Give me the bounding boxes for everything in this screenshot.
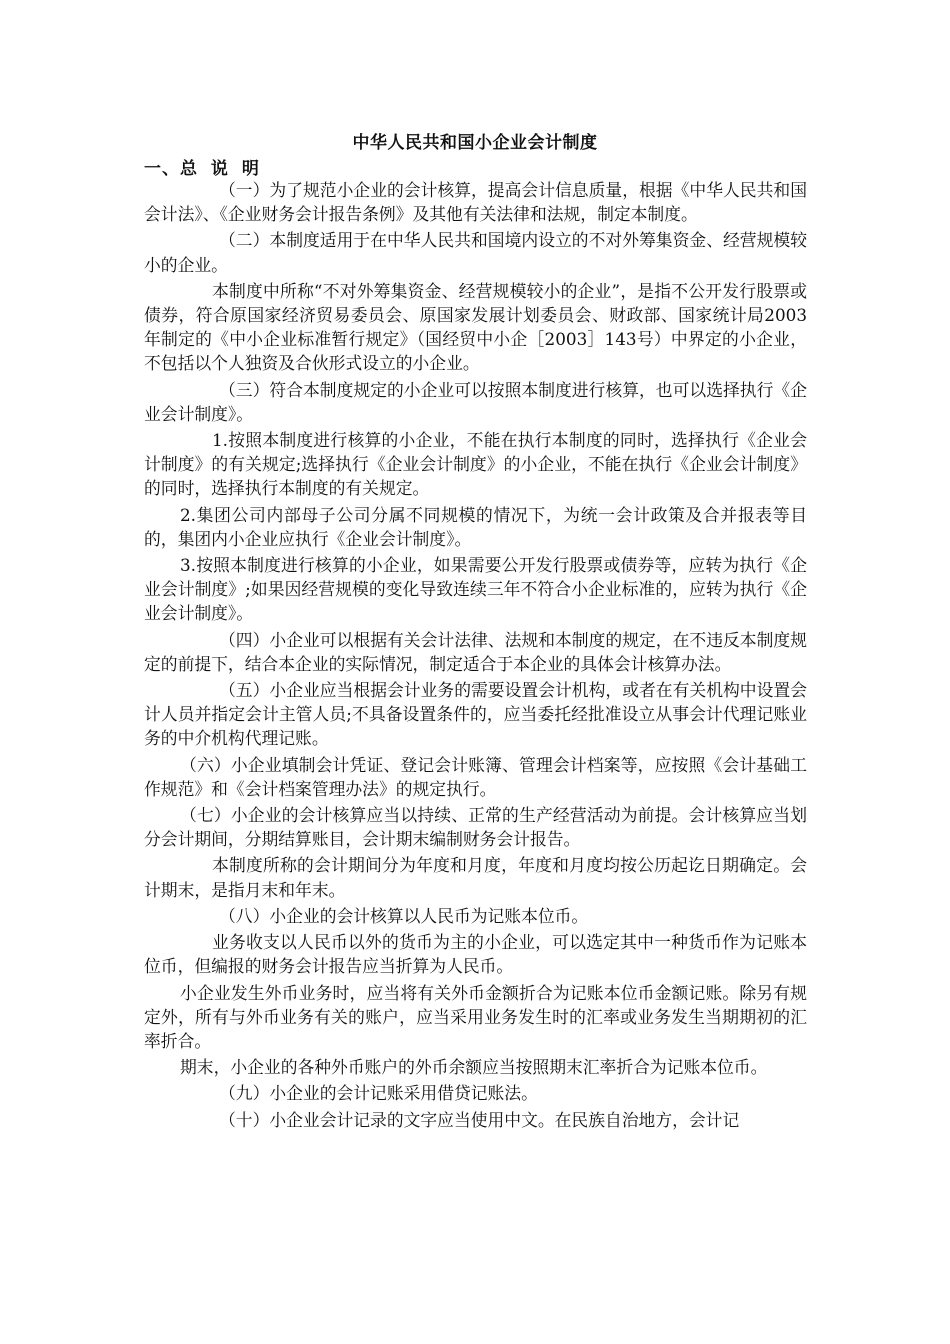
paragraph: 小企业发生外币业务时，应当将有关外币金额折合为记账本位币金额记账。除另有规定外，所有与外币业务有关的账户，应当采用业务发生时的汇率或业务发生当期期初的汇率折合。 <box>144 982 807 1051</box>
paragraph: （二）本制度适用于在中华人民共和国境内设立的不对外筹集资金、经营规模较小的企业。 <box>144 230 807 275</box>
paragraph: （十）小企业会计记录的文字应当使用中文。在民族自治地方，会计记 <box>219 1109 740 1130</box>
paragraph: （四）小企业可以根据有关会计法律、法规和本制度的规定，在不违反本制度规定的前提下，结合本企业的实际情况，制定适合于本企业的具体会计核算办法。 <box>144 629 807 674</box>
paragraph: （五）小企业应当根据会计业务的需要设置会计机构，或者在有关机构中设置会计人员并指定会计主管人员;不具备设置条件的，应当委托经批准设立从事会计代理记账业务的中介机构代理记账。 <box>144 680 807 749</box>
paragraph: （七）小企业的会计核算应当以持续、正常的生产经营活动为前提。会计核算应当划分会计期间，分期结算账目，会计期末编制财务会计报告。 <box>144 805 807 850</box>
paragraph: 期末，小企业的各种外币账户的外币余额应当按照期末汇率折合为记账本位币。 <box>180 1057 768 1078</box>
paragraph: 本制度所称的会计期间分为年度和月度，年度和月度均按公历起讫日期确定。会计期末，是指月末和年末。 <box>144 855 807 900</box>
paragraph: 本制度中所称“不对外筹集资金、经营规模较小的企业”，是指不公开发行股票或债券，符合原国家经济贸易委员会、原国家发展计划委员会、财政部、国家统计局2003年制定的《中小企业标准暂行规定》（国经贸中小企［2003］143号）中界定的小企业，不包括以个人独资及合伙形式设立的小企业。 <box>144 280 807 374</box>
paragraph: （九）小企业的会计记账采用借贷记账法。 <box>219 1083 538 1104</box>
paragraph: 1.按照本制度进行核算的小企业，不能在执行本制度的同时，选择执行《企业会计制度》的有关规定;选择执行《企业会计制度》的小企业，不能在执行《企业会计制度》的同时，选择执行本制度的有关规定。 <box>144 430 807 499</box>
paragraph: 3.按照本制度进行核算的小企业，如果需要公开发行股票或债券等，应转为执行《企业会计制度》;如果因经营规模的变化导致连续三年不符合小企业标准的，应转为执行《企业会计制度》。 <box>144 555 807 624</box>
paragraph: （六）小企业填制会计凭证、登记会计账簿、管理会计档案等，应按照《会计基础工作规范》和《会计档案管理办法》的规定执行。 <box>144 754 807 799</box>
paragraph: 2.集团公司内部母子公司分属不同规模的情况下，为统一会计政策及合并报表等目的，集团内小企业应执行《企业会计制度》。 <box>144 504 807 549</box>
section-heading: 一、总 说 明 <box>144 159 260 179</box>
paragraph: （三）符合本制度规定的小企业可以按照本制度进行核算，也可以选择执行《企业会计制度》。 <box>144 379 807 424</box>
document-body <box>144 178 807 1134</box>
paragraph: （八）小企业的会计核算以人民币为记账本位币。 <box>219 905 589 926</box>
paragraph: 业务收支以人民币以外的货币为主的小企业，可以选定其中一种货币作为记账本位币，但编报的财务会计报告应当折算为人民币。 <box>144 932 807 977</box>
document-title: 中华人民共和国小企业会计制度 <box>352 133 598 153</box>
paragraph: （一）为了规范小企业的会计核算，提高会计信息质量，根据《中华人民共和国会计法》、《企业财务会计报告条例》及其他有关法律和法规，制定本制度。 <box>144 180 807 225</box>
